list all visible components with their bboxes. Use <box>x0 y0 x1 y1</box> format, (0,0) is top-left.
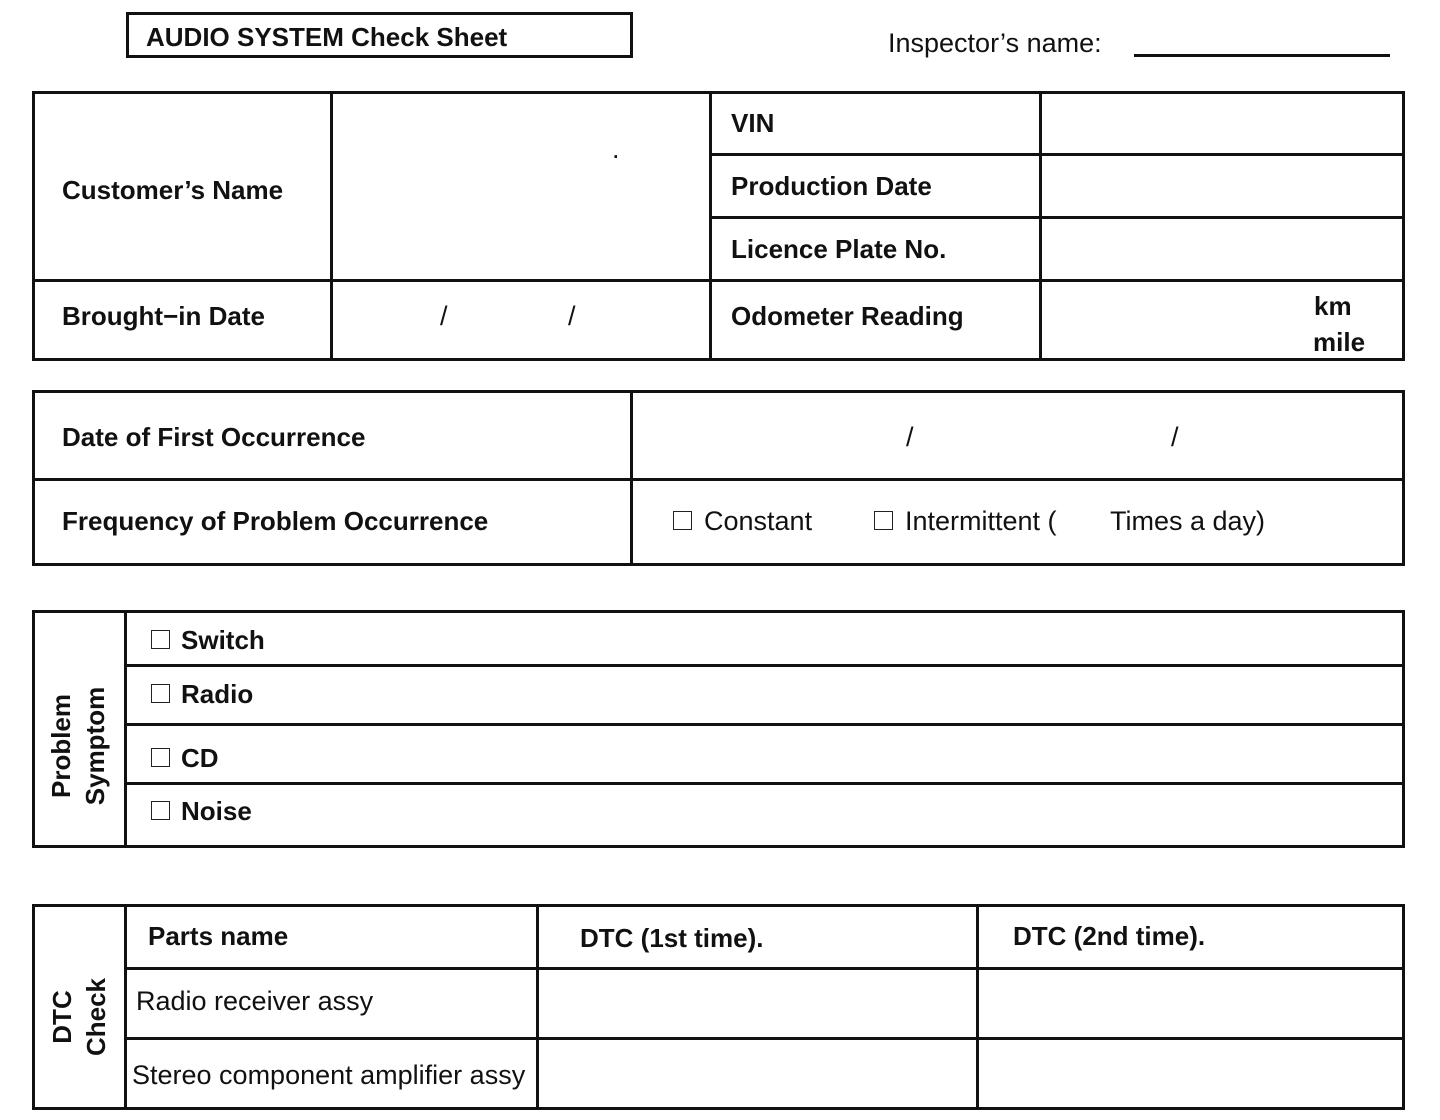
radio-receiver-part: Radio receiver assy <box>136 986 374 1016</box>
radio-receiver-dtc-first[interactable] <box>539 970 976 1037</box>
inspector-name-line[interactable] <box>1134 54 1390 57</box>
problem-symptom-side-label <box>44 672 112 820</box>
first-occurrence-sep-2: / <box>1171 422 1179 452</box>
dtc-check-side-label <box>45 962 113 1072</box>
brought-in-date-field[interactable] <box>333 282 709 358</box>
times-a-day-label: Times a day) <box>1110 506 1266 536</box>
first-occurrence-field[interactable] <box>633 393 1402 478</box>
amplifier-part: Stereo component amplifier assy <box>132 1060 526 1090</box>
production-date-label: Production Date <box>731 171 932 201</box>
times-a-day-field[interactable] <box>1063 505 1107 537</box>
switch-label: Switch <box>181 625 265 655</box>
dtc-check-side-line1: DTC <box>47 990 77 1044</box>
radio-label: Radio <box>181 679 254 709</box>
odometer-field[interactable] <box>1042 282 1302 358</box>
dtc-first-header: DTC (1st time). <box>580 923 764 953</box>
customer-name-label: Customer’s Name <box>62 175 284 205</box>
odometer-label: Odometer Reading <box>731 301 964 331</box>
licence-plate-field[interactable] <box>1042 219 1402 279</box>
noise-label: Noise <box>181 796 252 826</box>
intermittent-checkbox[interactable] <box>874 511 893 530</box>
amplifier-dtc-first[interactable] <box>539 1040 976 1107</box>
first-occurrence-label: Date of First Occurrence <box>62 422 366 452</box>
odometer-unit-mile: mile <box>1313 327 1366 357</box>
radio-checkbox[interactable] <box>151 684 170 703</box>
licence-plate-label: Licence Plate No. <box>731 234 947 264</box>
inspector-label: Inspector’s name: <box>888 28 1102 58</box>
first-occurrence-sep-1: / <box>906 422 914 452</box>
constant-checkbox[interactable] <box>673 511 692 530</box>
vin-label: VIN <box>731 108 775 138</box>
amplifier-dtc-second[interactable] <box>979 1040 1402 1107</box>
vin-field[interactable] <box>1042 94 1402 153</box>
customer-name-field[interactable] <box>333 94 709 279</box>
brought-in-date-sep-1: / <box>440 301 448 331</box>
problem-symptom-side-line1: Problem <box>46 693 76 799</box>
frequency-label: Frequency of Problem Occurrence <box>62 506 489 536</box>
problem-symptom-side-line2: Symptom <box>80 686 110 806</box>
brought-in-date-sep-2: / <box>568 301 576 331</box>
switch-checkbox[interactable] <box>151 630 170 649</box>
brought-in-date-label: Brought−in Date <box>62 301 265 331</box>
parts-name-header: Parts name <box>148 921 289 951</box>
radio-receiver-dtc-second[interactable] <box>979 970 1402 1037</box>
customer-name-mark: . <box>612 134 620 164</box>
constant-label: Constant <box>704 506 813 536</box>
cd-checkbox[interactable] <box>151 748 170 767</box>
odometer-unit-km: km <box>1314 291 1352 321</box>
dtc-check-side-line2: Check <box>81 977 111 1057</box>
intermittent-label: Intermittent ( <box>905 506 1057 536</box>
sheet-title: AUDIO SYSTEM Check Sheet <box>146 22 508 52</box>
production-date-field[interactable] <box>1042 156 1402 216</box>
cd-label: CD <box>181 743 219 773</box>
dtc-second-header: DTC (2nd time). <box>1013 921 1206 951</box>
noise-checkbox[interactable] <box>151 801 170 820</box>
